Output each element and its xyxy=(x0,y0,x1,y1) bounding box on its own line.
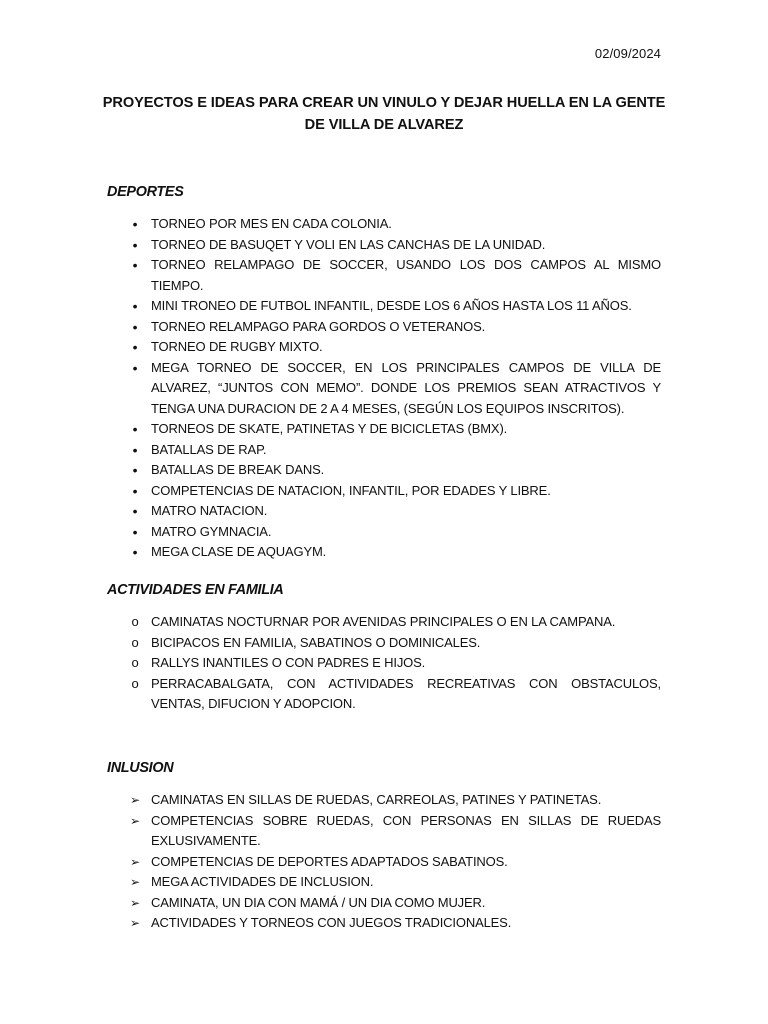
list-item-text: BATALLAS DE BREAK DANS. xyxy=(151,462,325,477)
list-item-text: TORNEO DE BASUQET Y VOLI EN LAS CANCHAS DE LA UNIDAD. xyxy=(151,236,546,252)
bullet-marker xyxy=(128,358,142,380)
list-item-text: CAMINATA, UN DIA CON MAMÁ / UN DIA COMO MUJER. xyxy=(151,894,486,910)
list-item-text: COMPETENCIAS SOBRE RUEDAS, CON PERSONAS EN SILLAS DE RUEDAS EXLUSIVAMENTE. xyxy=(151,812,661,848)
bullet-marker xyxy=(128,542,142,564)
section-heading-inlusion: INLUSION xyxy=(107,760,174,776)
list-item-text: TORNEO RELAMPAGO PARA GORDOS O VETERANOS. xyxy=(151,318,486,334)
bullet-marker xyxy=(128,419,142,441)
list-item-text: CAMINATAS EN SILLAS DE RUEDAS, CARREOLAS, PATINES Y PATINETAS. xyxy=(151,792,602,807)
list-item-text: MATRO GYMNACIA. xyxy=(151,523,272,539)
circle-bullet-marker xyxy=(128,633,142,654)
bullet-marker xyxy=(128,460,142,482)
list-item xyxy=(0,440,768,461)
bullet-marker xyxy=(128,337,142,359)
list-item-text: TORNEOS DE SKATE, PATINETAS Y DE BICICLETAS (BMX). xyxy=(151,421,508,436)
list-item-text: BICIPACOS EN FAMILIA, SABATINOS O DOMINICALES. xyxy=(151,634,481,650)
list-item xyxy=(0,612,768,633)
list-item xyxy=(0,419,768,440)
list-item-text: RALLYS INANTILES O CON PADRES E HIJOS. xyxy=(151,655,426,670)
arrow-bullet-icon xyxy=(128,872,142,893)
list-item xyxy=(0,633,768,654)
bullet-marker xyxy=(128,235,142,257)
list-item-text: BATALLAS DE RAP. xyxy=(151,441,267,457)
list-item-text: COMPETENCIAS DE NATACION, INFANTIL, POR EDADES Y LIBRE. xyxy=(151,482,551,498)
bullet-marker xyxy=(128,481,142,503)
list-item-text: TORNEO RELAMPAGO DE SOCCER, USANDO LOS DOS CAMPOS AL MISMO TIEMPO. xyxy=(151,257,661,293)
list-item-text: ACTIVIDADES Y TORNEOS CON JUEGOS TRADICIONALES. xyxy=(151,915,512,930)
bullet-marker xyxy=(128,440,142,462)
list-item-text: TORNEO POR MES EN CADA COLONIA. xyxy=(151,216,392,231)
arrow-bullet-icon xyxy=(128,811,142,832)
list-item xyxy=(0,296,768,317)
arrow-bullet-icon xyxy=(128,893,142,914)
list-item xyxy=(0,913,768,934)
list-inlusion xyxy=(0,790,768,934)
list-item xyxy=(0,893,768,914)
list-item xyxy=(0,481,768,502)
bullet-marker xyxy=(128,522,142,544)
list-item xyxy=(0,460,768,481)
list-item xyxy=(0,852,768,873)
arrow-bullet-icon xyxy=(128,852,142,873)
list-item xyxy=(0,872,768,893)
list-item-text: CAMINATAS NOCTURNAR POR AVENIDAS PRINCIPALES O EN LA CAMPANA. xyxy=(151,614,616,629)
list-deportes xyxy=(0,214,768,563)
list-item-text: COMPETENCIAS DE DEPORTES ADAPTADOS SABATINOS. xyxy=(151,853,508,869)
list-item-text: PERRACABALGATA, CON ACTIVIDADES RECREATIVAS CON OBSTACULOS, VENTAS, DIFUCION Y ADOPCION. xyxy=(151,675,661,711)
circle-bullet-marker xyxy=(128,653,142,674)
bullet-marker xyxy=(128,296,142,318)
list-item xyxy=(0,337,768,358)
list-item xyxy=(0,501,768,522)
circle-bullet-marker xyxy=(128,612,142,633)
list-item-text: MATRO NATACION. xyxy=(151,503,268,518)
arrow-bullet-icon xyxy=(128,790,142,811)
list-item xyxy=(0,522,768,543)
list-item-text: MINI TRONEO DE FUTBOL INFANTIL, DESDE LOS 6 AÑOS HASTA LOS 11 AÑOS. xyxy=(151,298,632,313)
list-item xyxy=(0,653,768,674)
document-title: PROYECTOS E IDEAS PARA CREAR UN VINULO Y DEJAR HUELLA EN LA GENTE DE VILLA DE ALVAREZ xyxy=(102,95,666,133)
list-item xyxy=(0,674,768,715)
list-item xyxy=(0,790,768,811)
list-item xyxy=(0,317,768,338)
list-item-text: MEGA CLASE DE AQUAGYM. xyxy=(151,544,327,559)
list-item-text: MEGA TORNEO DE SOCCER, EN LOS PRINCIPALES CAMPOS DE VILLA DE ALVAREZ, “JUNTOS CON MEMO”. DONDE LOS PREMIOS SEAN ATRACTIVOS Y TENGA UNA DURACION DE 2 A 4 MESES, (SEGÚN LOS EQUIPOS INSCRITOS). xyxy=(151,359,661,416)
section-heading-deportes: DEPORTES xyxy=(107,184,184,200)
list-item xyxy=(0,235,768,256)
circle-bullet-marker xyxy=(128,674,142,695)
section-heading-actividades-en-familia: ACTIVIDADES EN FAMILIA xyxy=(107,582,284,598)
bullet-marker xyxy=(128,317,142,339)
list-item xyxy=(0,358,768,420)
list-item xyxy=(0,811,768,852)
bullet-marker xyxy=(128,255,142,277)
list-item xyxy=(0,255,768,296)
list-item xyxy=(0,542,768,563)
document-date: 02/09/2024 xyxy=(594,46,661,61)
bullet-marker xyxy=(128,501,142,523)
list-item xyxy=(0,214,768,235)
list-actividades-en-familia xyxy=(0,612,768,715)
list-item-text: MEGA ACTIVIDADES DE INCLUSION. xyxy=(151,874,374,889)
bullet-marker xyxy=(128,214,142,236)
list-item-text: TORNEO DE RUGBY MIXTO. xyxy=(151,339,323,354)
arrow-bullet-icon xyxy=(128,913,142,934)
